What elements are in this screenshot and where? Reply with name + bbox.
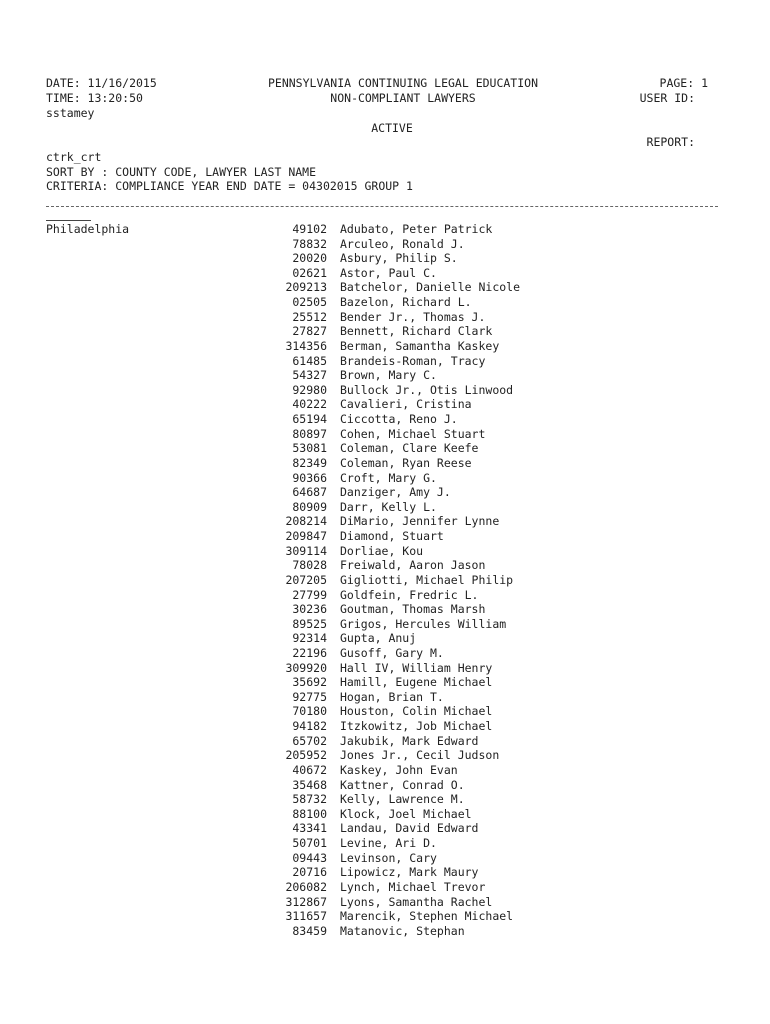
lawyer-name: Levinson, Cary	[340, 850, 437, 865]
list-item	[0, 383, 770, 398]
lawyer-name: Cohen, Michael Stuart	[340, 426, 486, 441]
list-item	[0, 924, 770, 939]
lawyer-id: 27827	[292, 324, 327, 339]
lawyer-id: 92775	[292, 689, 327, 704]
list-item	[0, 909, 770, 924]
lawyer-id: 311657	[285, 909, 327, 924]
list-item	[0, 310, 770, 325]
lawyer-name: Darr, Kelly L.	[340, 499, 437, 514]
lawyer-id: 205952	[285, 748, 327, 763]
list-item	[0, 266, 770, 281]
lawyer-name: Itzkowitz, Job Michael	[340, 719, 493, 734]
lawyer-id: 209847	[285, 529, 327, 544]
list-item	[0, 544, 770, 559]
list-item	[0, 851, 770, 866]
list-item	[0, 441, 770, 456]
list-item	[0, 690, 770, 705]
list-item	[0, 895, 770, 910]
lawyer-id: 309920	[285, 660, 327, 675]
report-status: ACTIVE	[371, 121, 413, 135]
lawyer-name: Gupta, Anuj	[340, 631, 417, 646]
report-user: sstamey	[46, 106, 95, 120]
list-item	[0, 646, 770, 661]
lawyer-name: Berman, Samantha Kaskey	[340, 338, 500, 353]
lawyer-id: 35468	[292, 777, 327, 792]
lawyer-name: Danziger, Amy J.	[340, 485, 451, 500]
lawyer-id: 54327	[292, 368, 327, 383]
lawyer-id: 89525	[292, 616, 327, 631]
list-item	[0, 675, 770, 690]
lawyer-id: 49102	[292, 222, 327, 236]
lawyer-name: Houston, Colin Michael	[340, 704, 493, 719]
county-name: Philadelphia	[46, 222, 130, 236]
report-time: TIME: 13:20:50	[46, 91, 143, 105]
list-item	[0, 514, 770, 529]
list-item	[0, 558, 770, 573]
lawyer-id: 35692	[292, 675, 327, 690]
lawyer-name: Dorliae, Kou	[340, 543, 424, 558]
report-title: PENNSYLVANIA CONTINUING LEGAL EDUCATION	[267, 76, 539, 90]
list-item	[0, 222, 770, 237]
list-item	[0, 471, 770, 486]
list-item	[0, 748, 770, 763]
lawyer-id: 206082	[285, 879, 327, 894]
list-item	[0, 792, 770, 807]
lawyer-name: Levine, Ari D.	[340, 836, 437, 851]
lawyer-name: Landau, David Edward	[340, 821, 479, 836]
list-item	[0, 324, 770, 339]
lawyer-id: 22196	[292, 645, 327, 660]
lawyer-id: 209213	[285, 280, 327, 295]
lawyer-name: Grigos, Hercules William	[340, 616, 507, 631]
lawyer-name: Arculeo, Ronald J.	[340, 236, 465, 251]
lawyer-id: 27799	[292, 587, 327, 602]
lawyer-name: Hogan, Brian T.	[340, 689, 444, 704]
lawyer-id: 43341	[292, 821, 327, 836]
lawyer-name: Kelly, Lawrence M.	[340, 792, 465, 807]
lawyer-name: Hall IV, William Henry	[340, 660, 493, 675]
list-item	[0, 734, 770, 749]
lawyer-id: 61485	[292, 353, 327, 368]
lawyer-name: Asbury, Philip S.	[340, 251, 458, 266]
lawyer-id: 94182	[292, 719, 327, 734]
page-number: PAGE: 1	[659, 76, 708, 90]
lawyer-id: 78832	[292, 236, 327, 251]
list-item	[0, 719, 770, 734]
lawyer-name: Cavalieri, Cristina	[340, 397, 472, 412]
list-item	[0, 807, 770, 822]
lawyer-id: 83459	[292, 923, 327, 938]
sort-by-line: SORT BY : COUNTY CODE, LAWYER LAST NAME	[46, 165, 317, 179]
lawyer-name: Lynch, Michael Trevor	[340, 879, 486, 894]
list-item	[0, 836, 770, 851]
lawyer-name: Jakubik, Mark Edward	[340, 733, 479, 748]
lawyer-id: 20020	[292, 251, 327, 266]
lawyer-name: Gigliotti, Michael Philip	[340, 572, 514, 587]
report-date: DATE: 11/16/2015	[46, 76, 157, 90]
list-item	[0, 631, 770, 646]
lawyer-id: 80897	[292, 426, 327, 441]
list-item	[0, 602, 770, 617]
lawyer-id: 58732	[292, 792, 327, 807]
report-code: ctrk_crt	[46, 150, 102, 164]
lawyer-name: Jones Jr., Cecil Judson	[340, 748, 500, 763]
lawyer-id: 314356	[285, 338, 327, 353]
lawyer-id: 92314	[292, 631, 327, 646]
list-item	[0, 763, 770, 778]
list-item	[0, 456, 770, 471]
lawyer-name: Kattner, Conrad O.	[340, 777, 465, 792]
list-item	[0, 617, 770, 632]
lawyer-name: Brown, Mary C.	[340, 368, 437, 383]
lawyer-id: 65702	[292, 733, 327, 748]
list-item	[0, 354, 770, 369]
lawyer-name: Freiwald, Aaron Jason	[340, 558, 486, 573]
lawyer-id: 80909	[292, 499, 327, 514]
criteria-line: CRITERIA: COMPLIANCE YEAR END DATE = 04302015 GROUP 1	[46, 179, 413, 193]
county-underline	[46, 220, 91, 221]
lawyer-id: 53081	[292, 441, 327, 456]
lawyer-name: DiMario, Jennifer Lynne	[340, 514, 500, 529]
lawyer-id: 02505	[292, 295, 327, 310]
list-item	[0, 588, 770, 603]
lawyer-id: 40222	[292, 397, 327, 412]
lawyer-id: 20716	[292, 865, 327, 880]
lawyer-id: 92980	[292, 382, 327, 397]
lawyer-id: 82349	[292, 455, 327, 470]
list-item	[0, 339, 770, 354]
list-item	[0, 821, 770, 836]
lawyer-id: 50701	[292, 836, 327, 851]
list-item	[0, 280, 770, 295]
lawyer-id: 40672	[292, 762, 327, 777]
list-item	[0, 704, 770, 719]
lawyer-name: Kaskey, John Evan	[340, 762, 458, 777]
report-label: REPORT:	[646, 135, 695, 149]
lawyer-name: Coleman, Clare Keefe	[340, 441, 479, 456]
list-item	[0, 500, 770, 515]
list-item	[0, 427, 770, 442]
list-item	[0, 412, 770, 427]
lawyer-name: Matanovic, Stephan	[340, 923, 465, 938]
lawyer-id: 207205	[285, 572, 327, 587]
lawyer-name: Batchelor, Danielle Nicole	[340, 280, 521, 295]
lawyer-name: Coleman, Ryan Reese	[340, 455, 472, 470]
list-item	[0, 661, 770, 676]
lawyer-id: 30236	[292, 602, 327, 617]
lawyer-name: Lipowicz, Mark Maury	[340, 865, 479, 880]
lawyer-name: Ciccotta, Reno J.	[340, 412, 458, 427]
lawyer-name: Marencik, Stephen Michael	[340, 909, 514, 924]
lawyer-id: 09443	[292, 850, 327, 865]
lawyer-name: Goldfein, Fredric L.	[340, 587, 479, 602]
list-item	[0, 295, 770, 310]
list-item	[0, 485, 770, 500]
lawyer-name: Bullock Jr., Otis Linwood	[340, 382, 514, 397]
lawyer-name: Croft, Mary G.	[340, 470, 437, 485]
lawyer-name: Astor, Paul C.	[340, 265, 437, 280]
lawyer-id: 309114	[285, 543, 327, 558]
lawyer-id: 88100	[292, 806, 327, 821]
lawyer-name: Adubato, Peter Patrick	[340, 222, 493, 236]
user-id-label: USER ID:	[639, 91, 695, 105]
lawyer-id: 65194	[292, 412, 327, 427]
header-separator	[46, 206, 718, 207]
list-item	[0, 237, 770, 252]
lawyer-id: 70180	[292, 704, 327, 719]
lawyer-id: 312867	[285, 894, 327, 909]
lawyer-id: 78028	[292, 558, 327, 573]
list-item	[0, 778, 770, 793]
lawyer-name: Lyons, Samantha Rachel	[340, 894, 493, 909]
lawyer-name: Bazelon, Richard L.	[340, 295, 472, 310]
lawyer-id: 90366	[292, 470, 327, 485]
list-item	[0, 865, 770, 880]
lawyer-name: Diamond, Stuart	[340, 529, 444, 544]
lawyer-id: 02621	[292, 265, 327, 280]
lawyer-id: 208214	[285, 514, 327, 529]
lawyer-name: Klock, Joel Michael	[340, 806, 472, 821]
lawyer-name: Hamill, Eugene Michael	[340, 675, 493, 690]
lawyer-name: Goutman, Thomas Marsh	[340, 602, 486, 617]
list-item	[0, 368, 770, 383]
list-item	[0, 529, 770, 544]
lawyer-name: Bennett, Richard Clark	[340, 324, 493, 339]
lawyer-name: Bender Jr., Thomas J.	[340, 309, 486, 324]
report-subtitle: NON-COMPLIANT LAWYERS	[330, 91, 476, 105]
lawyer-name: Brandeis-Roman, Tracy	[340, 353, 486, 368]
list-item	[0, 251, 770, 266]
list-item	[0, 397, 770, 412]
lawyer-id: 64687	[292, 485, 327, 500]
list-item	[0, 573, 770, 588]
list-item	[0, 880, 770, 895]
lawyer-id: 25512	[292, 309, 327, 324]
lawyer-name: Gusoff, Gary M.	[340, 645, 444, 660]
